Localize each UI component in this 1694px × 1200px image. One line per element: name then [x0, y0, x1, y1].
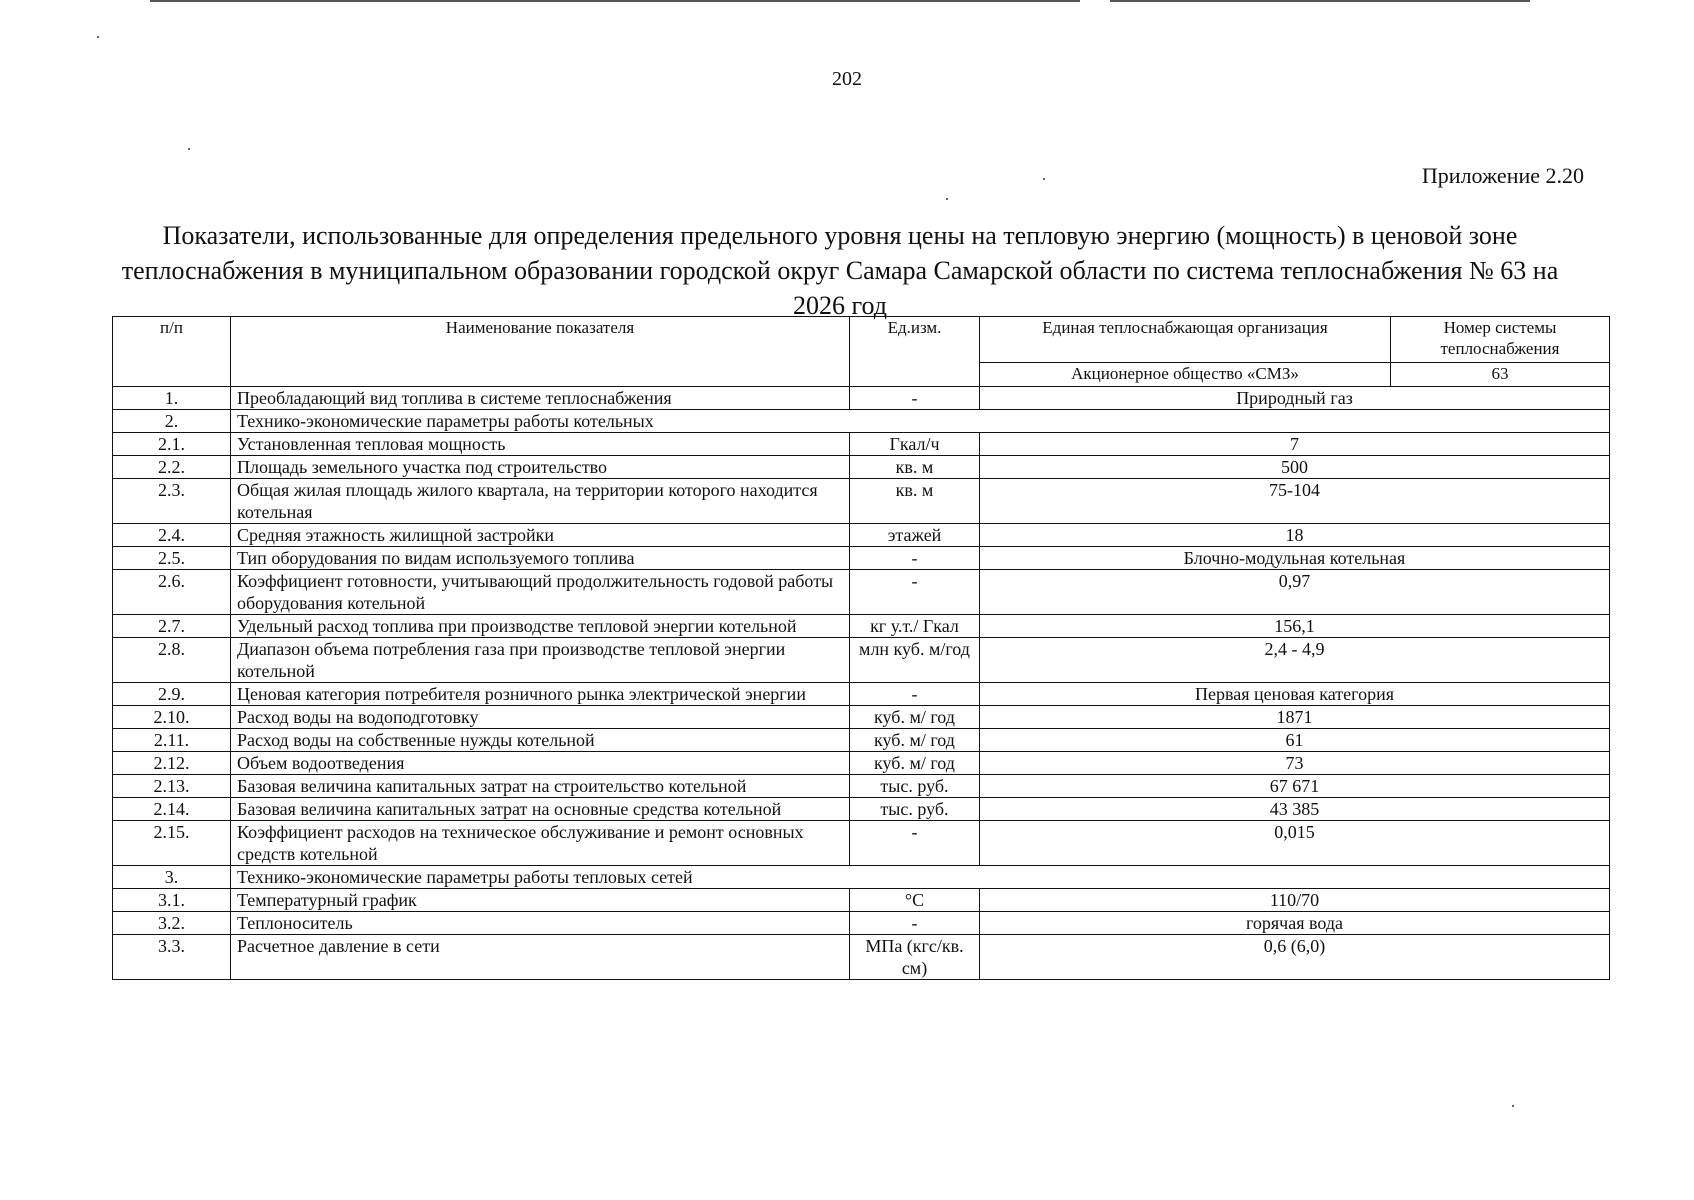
section-row [113, 410, 1610, 433]
indicator-name: Теплоноситель [231, 912, 850, 935]
table-row [113, 821, 1610, 866]
table-row [113, 752, 1610, 775]
scan-speck [97, 36, 99, 38]
document-title: Показатели, использованные для определения предельного уровня цены на тепловую энергию (мощность) в ценовой зоне теплоснабжения в муниципальном образовании городской округ Самара Самарской области по система теплоснабжения № 63 на 2026 год [121, 221, 1559, 320]
header-num: п/п [113, 317, 231, 387]
header-system-value: 63 [1391, 363, 1610, 387]
indicator-name: Преобладающий вид топлива в системе теплоснабжения [231, 387, 850, 410]
value-cell: 156,1 [980, 615, 1610, 638]
unit-cell: этажей [850, 524, 980, 547]
row-number: 2.15. [113, 821, 231, 866]
appendix-label: Приложение 2.20 [1421, 163, 1584, 188]
table-row [113, 889, 1610, 912]
unit-cell: Гкал/ч [850, 433, 980, 456]
table-row [113, 798, 1610, 821]
table-row [113, 638, 1610, 683]
indicator-name: Объем водоотведения [231, 752, 850, 775]
indicator-name: Коэффициент расходов на техническое обслуживание и ремонт основных средств котельной [231, 821, 850, 866]
value-cell: 0,015 [980, 821, 1610, 866]
value-cell: 0,6 (6,0) [980, 935, 1610, 980]
unit-cell: - [850, 683, 980, 706]
unit-cell: тыс. руб. [850, 775, 980, 798]
row-number: 2.2. [113, 456, 231, 479]
value-cell: 43 385 [980, 798, 1610, 821]
table-row [113, 547, 1610, 570]
indicator-name: Установленная тепловая мощность [231, 433, 850, 456]
value-cell: 2,4 - 4,9 [980, 638, 1610, 683]
table-row [113, 775, 1610, 798]
row-number: 2.6. [113, 570, 231, 615]
header-unit: Ед.изм. [850, 317, 980, 387]
row-number: 3.1. [113, 889, 231, 912]
section-title: Технико-экономические параметры работы котельных [231, 410, 1610, 433]
indicator-name: Ценовая категория потребителя розничного рынка электрической энергии [231, 683, 850, 706]
indicator-name: Удельный расход топлива при производстве тепловой энергии котельной [231, 615, 850, 638]
row-number: 2.13. [113, 775, 231, 798]
scan-edge-line [150, 0, 1080, 2]
header-name: Наименование показателя [231, 317, 850, 387]
scan-edge-line [1110, 0, 1530, 2]
unit-cell: кв. м [850, 479, 980, 524]
unit-cell: тыс. руб. [850, 798, 980, 821]
value-cell: 500 [980, 456, 1610, 479]
table-row [113, 729, 1610, 752]
value-cell: Блочно-модульная котельная [980, 547, 1610, 570]
unit-cell: млн куб. м/год [850, 638, 980, 683]
value-cell: 1871 [980, 706, 1610, 729]
table-row [113, 683, 1610, 706]
value-cell: Природный газ [980, 387, 1610, 410]
unit-cell: кв. м [850, 456, 980, 479]
unit-cell: - [850, 387, 980, 410]
row-number: 3.2. [113, 912, 231, 935]
value-cell: 75-104 [980, 479, 1610, 524]
header-org: Единая теплоснабжающая организация [980, 317, 1391, 363]
row-number: 1. [113, 387, 231, 410]
table-row [113, 524, 1610, 547]
table-row [113, 387, 1610, 410]
unit-cell: МПа (кгс/кв. см) [850, 935, 980, 980]
value-cell: 61 [980, 729, 1610, 752]
unit-cell: куб. м/ год [850, 706, 980, 729]
table-row [113, 479, 1610, 524]
row-number: 2.11. [113, 729, 231, 752]
value-cell: 7 [980, 433, 1610, 456]
section-row [113, 866, 1610, 889]
value-cell: 110/70 [980, 889, 1610, 912]
row-number: 3.3. [113, 935, 231, 980]
value-cell: Первая ценовая категория [980, 683, 1610, 706]
row-number: 2.1. [113, 433, 231, 456]
table-row [113, 570, 1610, 615]
section-title: Технико-экономические параметры работы тепловых сетей [231, 866, 1610, 889]
row-number: 2.8. [113, 638, 231, 683]
row-number: 3. [113, 866, 231, 889]
table-row [113, 706, 1610, 729]
value-cell: горячая вода [980, 912, 1610, 935]
value-cell: 67 671 [980, 775, 1610, 798]
table-row [113, 935, 1610, 980]
indicator-name: Тип оборудования по видам используемого топлива [231, 547, 850, 570]
table-row [113, 912, 1610, 935]
indicator-name: Расчетное давление в сети [231, 935, 850, 980]
unit-cell: °С [850, 889, 980, 912]
indicator-name: Температурный график [231, 889, 850, 912]
unit-cell: куб. м/ год [850, 752, 980, 775]
row-number: 2.14. [113, 798, 231, 821]
indicator-name: Общая жилая площадь жилого квартала, на территории которого находится котельная [231, 479, 850, 524]
row-number: 2.10. [113, 706, 231, 729]
row-number: 2.9. [113, 683, 231, 706]
indicator-name: Площадь земельного участка под строительство [231, 456, 850, 479]
table-body [113, 387, 1610, 980]
unit-cell: куб. м/ год [850, 729, 980, 752]
indicator-name: Базовая величина капитальных затрат на строительство котельной [231, 775, 850, 798]
table-row [113, 456, 1610, 479]
indicator-name: Средняя этажность жилищной застройки [231, 524, 850, 547]
indicator-name: Расход воды на водоподготовку [231, 706, 850, 729]
header-system: Номер системы теплоснабжения [1391, 317, 1610, 363]
value-cell: 0,97 [980, 570, 1610, 615]
indicator-name: Расход воды на собственные нужды котельной [231, 729, 850, 752]
parameters-table [112, 316, 1610, 980]
row-number: 2. [113, 410, 231, 433]
row-number: 2.12. [113, 752, 231, 775]
indicator-name: Коэффициент готовности, учитывающий продолжительность годовой работы оборудования котельной [231, 570, 850, 615]
row-number: 2.4. [113, 524, 231, 547]
value-cell: 18 [980, 524, 1610, 547]
page-number: 202 [832, 68, 862, 90]
indicator-name: Диапазон объема потребления газа при производстве тепловой энергии котельной [231, 638, 850, 683]
scan-speck [946, 198, 948, 200]
unit-cell: - [850, 570, 980, 615]
unit-cell: - [850, 821, 980, 866]
row-number: 2.5. [113, 547, 231, 570]
row-number: 2.7. [113, 615, 231, 638]
value-cell: 73 [980, 752, 1610, 775]
table-row [113, 615, 1610, 638]
scan-speck [1043, 178, 1045, 180]
indicator-name: Базовая величина капитальных затрат на основные средства котельной [231, 798, 850, 821]
scan-speck [1512, 1105, 1514, 1107]
header-org-value: Акционерное общество «СМЗ» [980, 363, 1391, 387]
unit-cell: - [850, 912, 980, 935]
table-row [113, 433, 1610, 456]
unit-cell: - [850, 547, 980, 570]
row-number: 2.3. [113, 479, 231, 524]
scan-speck [188, 148, 190, 150]
unit-cell: кг у.т./ Гкал [850, 615, 980, 638]
